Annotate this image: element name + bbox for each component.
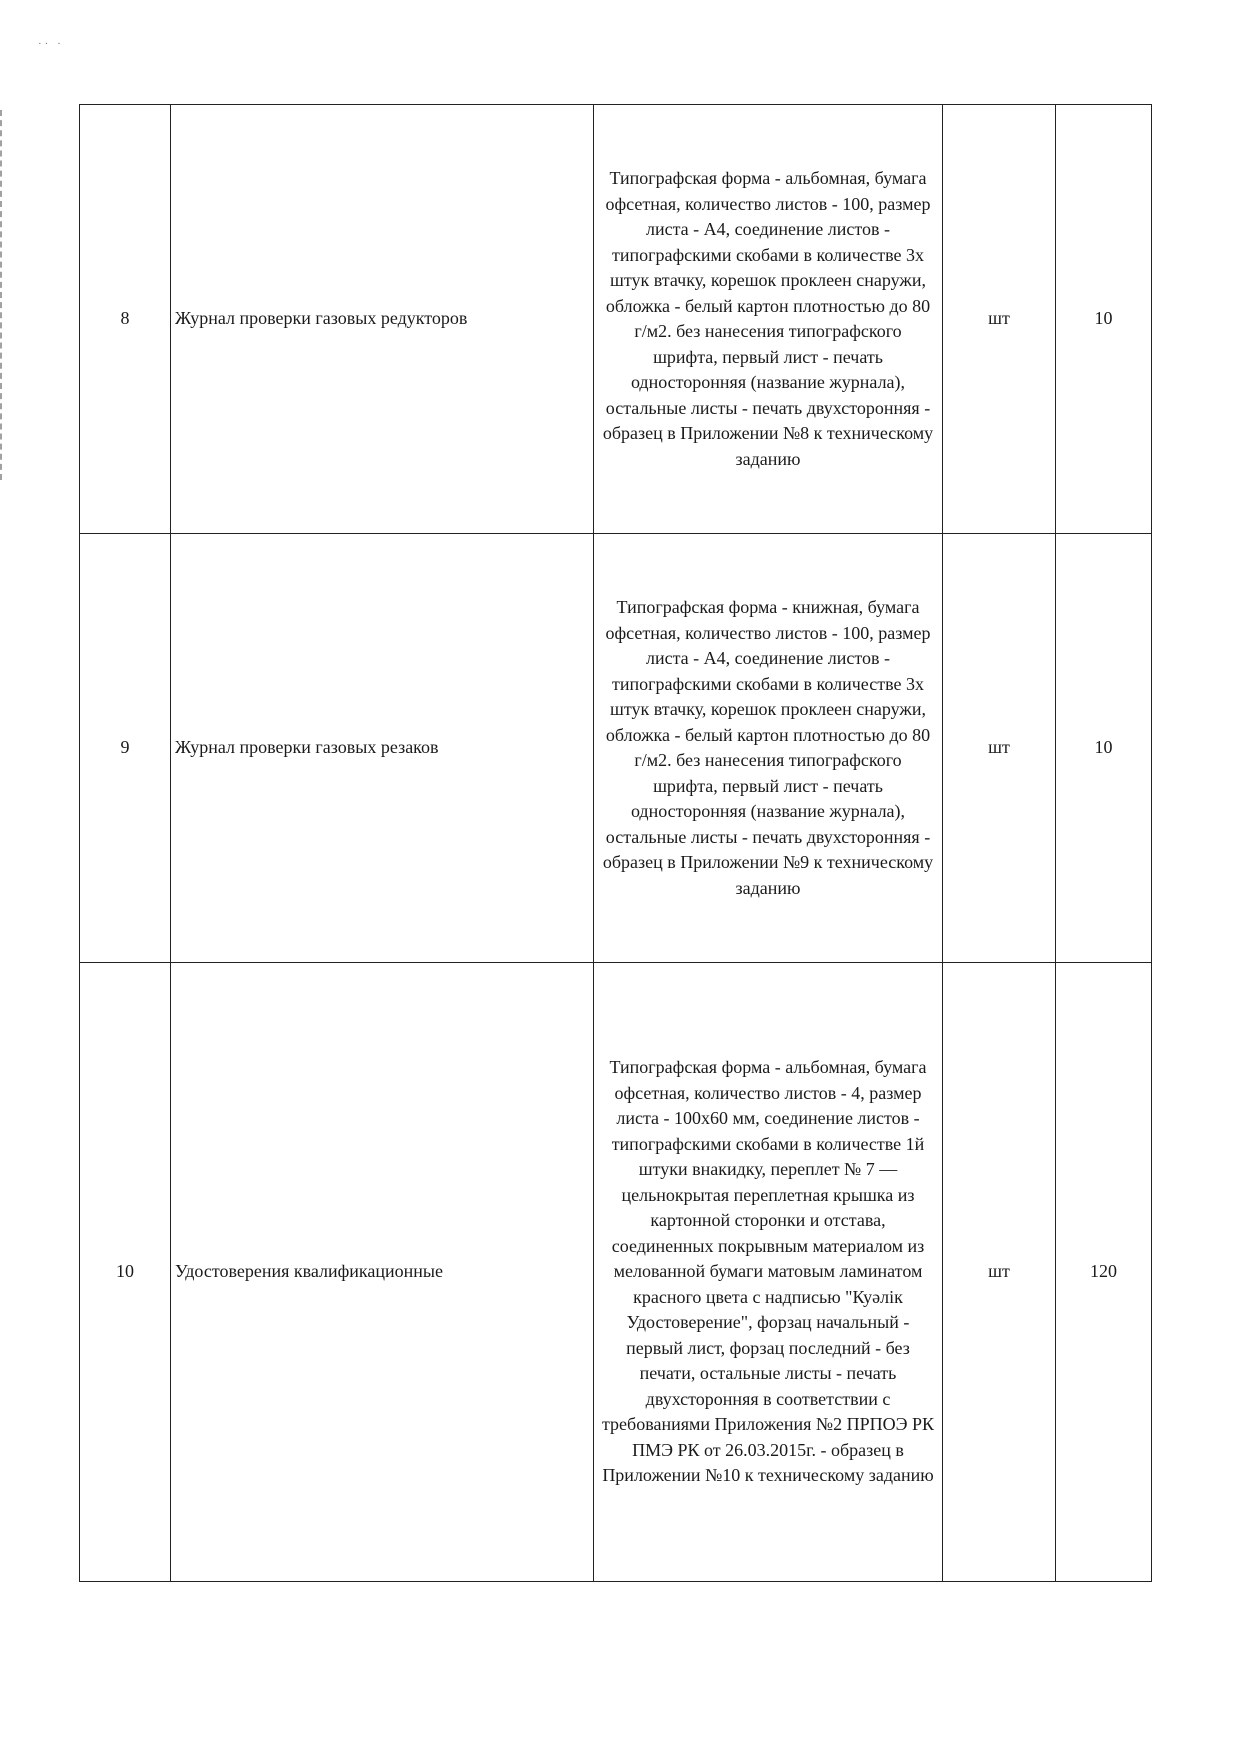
- table-row: [80, 534, 1152, 963]
- item-quantity: 120: [1056, 963, 1152, 1582]
- item-name: Удостоверения квалификационные: [171, 963, 594, 1582]
- item-unit: шт: [943, 963, 1056, 1582]
- table-row: [80, 105, 1152, 534]
- row-number: 10: [80, 963, 171, 1582]
- item-quantity: 10: [1056, 534, 1152, 963]
- binder-hole-marks: [0, 110, 6, 480]
- table-row: [80, 963, 1152, 1582]
- item-quantity: 10: [1056, 105, 1152, 534]
- item-unit: шт: [943, 105, 1056, 534]
- specification-table: [79, 104, 1152, 1582]
- item-description: Типографская форма - альбомная, бумага офсетная, количество листов - 100, размер листа - А4, соединение листов - типографскими скобами в количестве 3х штук втачку, корешок проклеен снаружи, обложка - белый картон плотностью до 80 г/м2. без нанесения типографского шрифта, первый лист - печать односторонняя (название журнала), остальные листы - печать двухсторонняя - образец в Приложении №8 к техническому заданию: [594, 105, 943, 534]
- item-description: Типографская форма - альбомная, бумага офсетная, количество листов - 4, размер листа - 100х60 мм, соединение листов - типографскими скобами в количестве 1й штуки внакидку, переплет № 7 — цельнокрытая переплетная крышка из картонной сторонки и отстава, соединенных покрывным материалом из мелованной бумаги матовым ламинатом красного цвета с надписью "Куәлік Удостоверение", форзац начальный - первый лист, форзац последний - без печати, остальные листы - печать двухсторонняя в соответствии с требованиями Приложения №2 ПРПОЭ РК ПМЭ РК от 26.03.2015г. - образец в Приложении №10 к техническому заданию: [594, 963, 943, 1582]
- item-unit: шт: [943, 534, 1056, 963]
- item-description: Типографская форма - книжная, бумага офсетная, количество листов - 100, размер листа - А4, соединение листов - типографскими скобами в количестве 3х штук втачку, корешок проклеен снаружи, обложка - белый картон плотностью до 80 г/м2. без нанесения типографского шрифта, первый лист - печать односторонняя (название журнала), остальные листы - печать двухсторонняя - образец в Приложении №9 к техническому заданию: [594, 534, 943, 963]
- scan-marks: ·· ·: [38, 38, 64, 50]
- row-number: 9: [80, 534, 171, 963]
- item-name: Журнал проверки газовых резаков: [171, 534, 594, 963]
- item-name: Журнал проверки газовых редукторов: [171, 105, 594, 534]
- row-number: 8: [80, 105, 171, 534]
